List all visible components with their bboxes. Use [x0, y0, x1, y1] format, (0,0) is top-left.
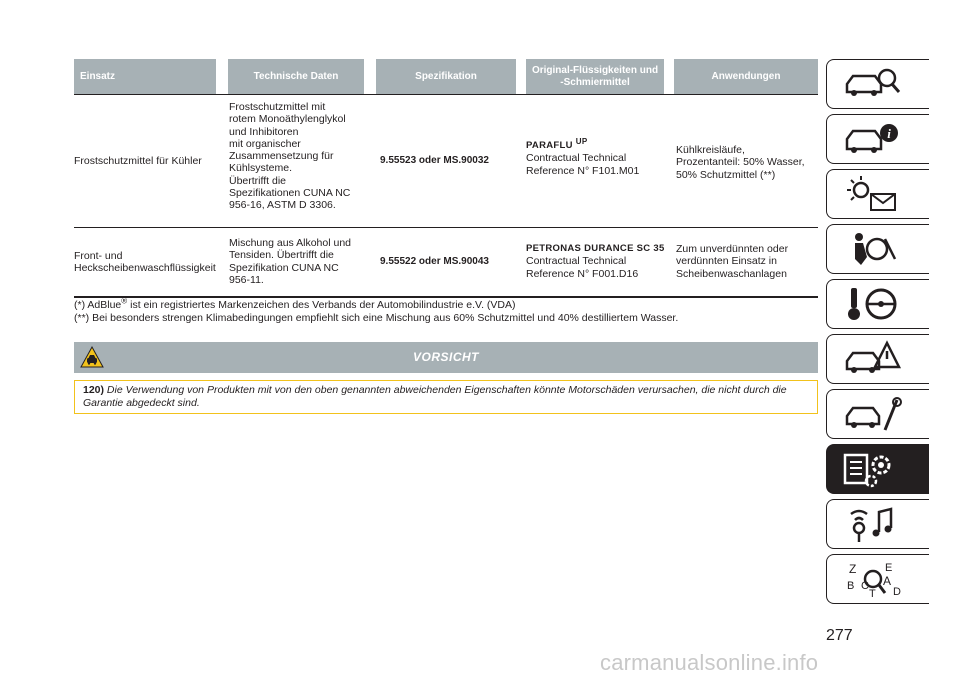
footnote-adblue [74, 296, 818, 312]
caution-banner [74, 342, 818, 373]
row2-tech-line: Tensiden. Übertrifft die [229, 249, 334, 262]
row1-produkt-name [526, 136, 670, 152]
row2-tech-line: Spezifikation CUNA NC [229, 261, 339, 274]
header-spezifikation: Spezifikation [376, 59, 516, 94]
row2-spezifikation: 9.55522 oder MS.90043 [380, 256, 489, 267]
index-letter: C [861, 580, 869, 592]
tab-multimedia[interactable] [826, 499, 929, 549]
product-name: PARAFLU [526, 140, 573, 152]
multimedia-icon [841, 504, 903, 544]
row1-tech-line: mit organischer [229, 137, 301, 150]
alphabetical-index-icon [841, 559, 903, 599]
table-header-rule [74, 94, 818, 95]
row1-tech-line: rotem Monoäthylenglykol [229, 113, 346, 126]
index-letter: Z [849, 562, 857, 576]
product-superscript: UP [575, 137, 588, 146]
tab-index[interactable] [826, 554, 929, 604]
row1-tech-line: 956-16, ASTM D 3306. [229, 199, 336, 212]
caution-title: VORSICHT [412, 350, 479, 364]
row1-spezifikation: 9.55523 oder MS.90032 [380, 155, 489, 166]
row2-einsatz-line: Heckscheibenwaschflüssigkeit [74, 262, 216, 275]
row2-technische-daten [229, 237, 374, 286]
footnote-mixture: (**) Bei besonders strengen Klimabedingungen empfiehlt sich eine Mischung aus 60% Schutzmittel und 40% destilliertem Wasser. [74, 312, 679, 324]
row1-tech-line: Spezifikationen CUNA NC [229, 187, 351, 200]
tab-car-info[interactable] [826, 114, 929, 164]
caution-text-box [74, 380, 818, 414]
row2-anwendungen [676, 243, 818, 280]
footnote-adblue-prefix: (*) AdBlue [74, 299, 122, 311]
header-einsatz: Einsatz [74, 59, 216, 94]
row1-anwendung-line: 50% Schutzmittel (**) [676, 168, 776, 181]
row1-anwendungen [676, 144, 818, 181]
row2-tech-line: Mischung aus Alkohol und [229, 237, 351, 249]
footnote-adblue-text: ist ein registriertes Markenzeichen des Verbands der Automobilindustrie e.V. (VDA) [127, 299, 516, 311]
row1-tech-line: Frostschutzmittel mit [229, 101, 326, 113]
index-letter: A [883, 574, 892, 588]
tab-starting-driving[interactable] [826, 279, 929, 329]
car-maintenance-icon [841, 394, 903, 434]
watermark: carmanualsonline.info [600, 650, 819, 675]
header-anwendungen: Anwendungen [674, 59, 818, 94]
row2-anwendung-line: Zum unverdünnten oder [676, 243, 789, 255]
row2-produkt [526, 243, 670, 280]
car-search-icon [841, 64, 903, 104]
car-info-icon [841, 119, 903, 159]
row1-produkt-ref: Reference N° F101.M01 [526, 164, 640, 177]
row2-anwendung-line: verdünnten Einsatz in [676, 255, 777, 268]
row1-tech-line: Zusammensetzung für [229, 150, 334, 163]
row1-anwendung-line: Kühlkreisläufe, [676, 144, 745, 156]
row1-technische-daten [229, 101, 374, 212]
caution-number: 120) [83, 384, 105, 396]
tab-warning-lights[interactable] [826, 169, 929, 219]
tab-car-search[interactable] [826, 59, 929, 109]
table-bottom-rule [74, 296, 818, 298]
technical-data-icon [841, 449, 903, 489]
index-letter: T [869, 588, 876, 599]
airbag-safety-icon [841, 229, 903, 269]
row2-tech-line: 956-11. [229, 273, 264, 286]
caution-text: Die Verwendung von Produkten mit von den oben genannten abweichenden Eigenschaften könnte Motorschäden verursachen, die nicht durch die Garantie abgedeckt sind. [83, 384, 787, 409]
warning-light-message-icon [841, 174, 903, 214]
row1-tech-line: Übertrifft die [229, 174, 286, 187]
row1-produkt [526, 136, 670, 177]
row1-tech-line: und Inhibitoren [229, 125, 299, 138]
tab-maintenance[interactable] [826, 389, 929, 439]
row2-produkt-name: PETRONAS DURANCE SC 35 [526, 243, 665, 254]
row1-einsatz [74, 155, 224, 167]
table-row-rule [74, 227, 818, 228]
index-letter: D [893, 586, 901, 598]
row2-einsatz-line: Front- und [74, 250, 123, 262]
row1-tech-line: Kühlsysteme. [229, 162, 293, 175]
row2-einsatz [74, 250, 226, 275]
key-steering-wheel-icon [841, 284, 903, 324]
car-emergency-icon [841, 339, 903, 379]
tab-safety[interactable] [826, 224, 929, 274]
page-number: 277 [826, 627, 853, 644]
row1-produkt-ref: Contractual Technical [526, 152, 627, 165]
tab-emergency[interactable] [826, 334, 929, 384]
row2-produkt-ref: Reference N° F001.D16 [526, 267, 639, 280]
footnotes [74, 296, 818, 325]
row1-einsatz-line: Frostschutzmittel für Kühler [74, 155, 202, 167]
index-letter: E [885, 562, 893, 574]
row2-anwendung-line: Scheibenwaschanlagen [676, 267, 787, 280]
index-letter: B [847, 580, 855, 592]
row1-anwendung-line: Prozentanteil: 50% Wasser, [676, 156, 805, 169]
row2-produkt-ref: Contractual Technical [526, 255, 627, 268]
svg-text:i: i [887, 126, 891, 141]
header-original-fluessigkeiten: Original-Flüssigkeiten und -Schmiermittel [526, 59, 664, 94]
header-technische-daten: Technische Daten [228, 59, 364, 94]
tab-technical-data[interactable] [826, 444, 929, 494]
registered-mark: ® [121, 296, 128, 306]
